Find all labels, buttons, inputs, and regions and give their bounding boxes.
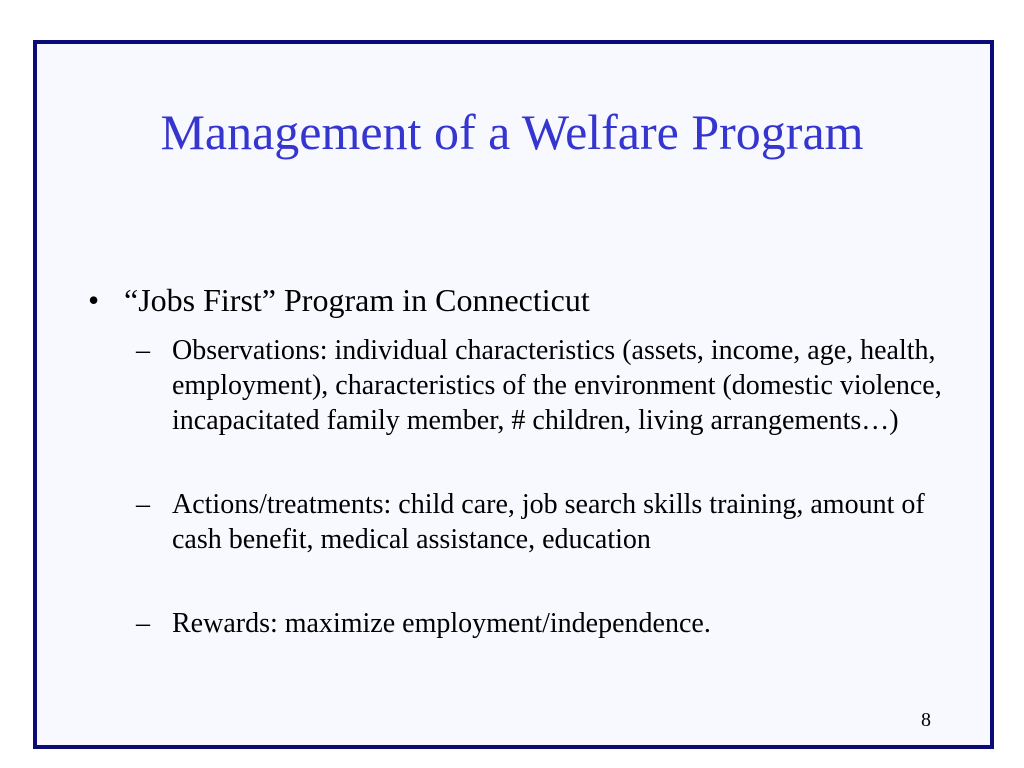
sub-bullet-observations [136,333,956,438]
sub-bullet-marker: – [136,489,150,520]
sub-bullet-actions [136,487,956,557]
sub-bullet-rewards [136,606,956,641]
sub-bullet-text: Actions/treatments: child care, job search skills training, amount of cash benefit, medical assistance, education [172,489,925,555]
page-number: 8 [921,709,931,731]
sub-bullet-marker: – [136,335,150,366]
sub-bullet-text: Rewards: maximize employment/independence. [172,608,711,639]
slide-title: Management of a Welfare Program [160,104,864,160]
sub-bullet-text: Observations: individual characteristics (assets, income, age, health, employment), characteristics of the environment (domestic violence, incapacitated family member, # children, living arrangements…) [172,335,942,436]
sub-bullet-marker: – [136,608,150,639]
bullet-marker: • [88,282,100,318]
bullet-text: “Jobs First” Program in Connecticut [124,282,590,318]
